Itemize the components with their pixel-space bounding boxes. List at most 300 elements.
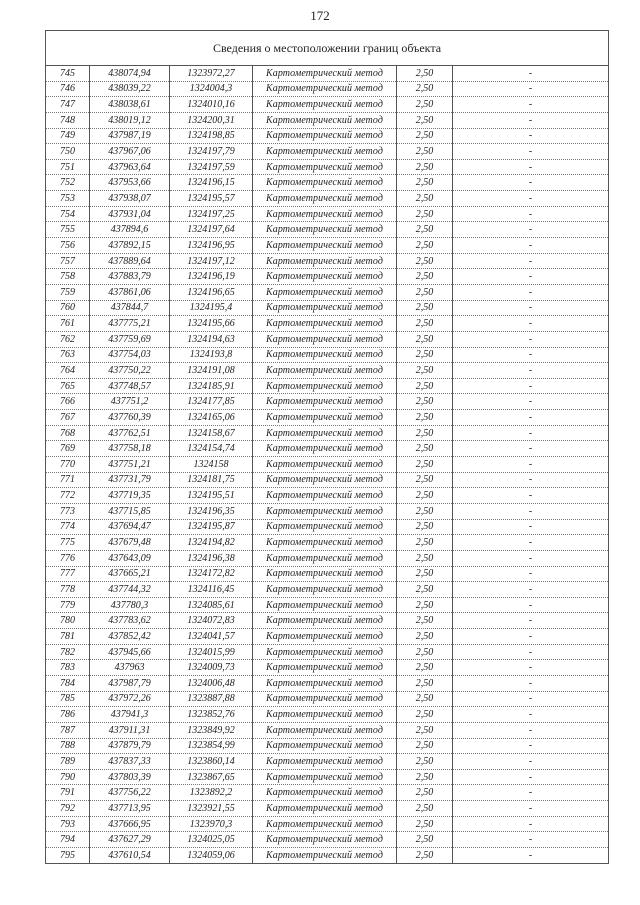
x-coordinate-cell: 437751,21 [90,457,170,473]
method-cell: Картометрический метод [253,347,397,363]
y-coordinate-cell: 1324196,65 [170,284,253,300]
method-cell: Картометрический метод [253,112,397,128]
x-coordinate-cell: 437953,66 [90,175,170,191]
method-cell: Картометрический метод [253,269,397,285]
point-number-cell: 766 [46,394,90,410]
description-cell: - [453,222,609,238]
point-number-cell: 746 [46,81,90,97]
point-number-cell: 774 [46,519,90,535]
y-coordinate-cell: 1324009,73 [170,660,253,676]
x-coordinate-cell: 437762,51 [90,425,170,441]
x-coordinate-cell: 437643,09 [90,550,170,566]
table-row [46,722,609,738]
table-row [46,644,609,660]
x-coordinate-cell: 437719,35 [90,488,170,504]
accuracy-cell: 2,50 [397,675,453,691]
method-cell: Картометрический метод [253,535,397,551]
table-row [46,206,609,222]
description-cell: - [453,144,609,160]
method-cell: Картометрический метод [253,675,397,691]
accuracy-cell: 2,50 [397,566,453,582]
accuracy-cell: 2,50 [397,253,453,269]
y-coordinate-cell: 1324200,31 [170,112,253,128]
y-coordinate-cell: 1324059,06 [170,848,253,864]
method-cell: Картометрический метод [253,613,397,629]
y-coordinate-cell: 1324195,87 [170,519,253,535]
description-cell: - [453,597,609,613]
point-number-cell: 747 [46,97,90,113]
description-cell: - [453,832,609,848]
point-number-cell: 773 [46,503,90,519]
accuracy-cell: 2,50 [397,425,453,441]
method-cell: Картометрический метод [253,472,397,488]
accuracy-cell: 2,50 [397,269,453,285]
method-cell: Картометрический метод [253,238,397,254]
description-cell: - [453,347,609,363]
description-cell: - [453,112,609,128]
point-number-cell: 792 [46,801,90,817]
y-coordinate-cell: 1324196,38 [170,550,253,566]
method-cell: Картометрический метод [253,284,397,300]
x-coordinate-cell: 437963 [90,660,170,676]
x-coordinate-cell: 437945,66 [90,644,170,660]
description-cell: - [453,769,609,785]
table-body [46,66,609,864]
accuracy-cell: 2,50 [397,801,453,817]
method-cell: Картометрический метод [253,457,397,473]
description-cell: - [453,394,609,410]
description-cell: - [453,738,609,754]
method-cell: Картометрический метод [253,425,397,441]
point-number-cell: 793 [46,816,90,832]
accuracy-cell: 2,50 [397,284,453,300]
point-number-cell: 790 [46,769,90,785]
x-coordinate-cell: 437861,06 [90,284,170,300]
table-row [46,363,609,379]
x-coordinate-cell: 437694,47 [90,519,170,535]
method-cell: Картометрический метод [253,503,397,519]
x-coordinate-cell: 437715,85 [90,503,170,519]
point-number-cell: 786 [46,707,90,723]
accuracy-cell: 2,50 [397,535,453,551]
description-cell: - [453,535,609,551]
method-cell: Картометрический метод [253,848,397,864]
y-coordinate-cell: 1324197,25 [170,206,253,222]
y-coordinate-cell: 1324025,05 [170,832,253,848]
accuracy-cell: 2,50 [397,128,453,144]
accuracy-cell: 2,50 [397,832,453,848]
table-row [46,191,609,207]
x-coordinate-cell: 437610,54 [90,848,170,864]
table-row [46,738,609,754]
x-coordinate-cell: 437837,33 [90,754,170,770]
boundary-coordinates-table [45,30,609,864]
accuracy-cell: 2,50 [397,81,453,97]
y-coordinate-cell: 1324196,15 [170,175,253,191]
page-number: 172 [310,8,330,23]
accuracy-cell: 2,50 [397,441,453,457]
description-cell: - [453,66,609,82]
point-number-cell: 795 [46,848,90,864]
point-number-cell: 779 [46,597,90,613]
table-row [46,66,609,82]
y-coordinate-cell: 1323849,92 [170,722,253,738]
x-coordinate-cell: 437852,42 [90,629,170,645]
point-number-cell: 765 [46,378,90,394]
description-cell: - [453,269,609,285]
description-cell: - [453,754,609,770]
accuracy-cell: 2,50 [397,159,453,175]
point-number-cell: 794 [46,832,90,848]
point-number-cell: 771 [46,472,90,488]
description-cell: - [453,191,609,207]
table-row [46,81,609,97]
y-coordinate-cell: 1324177,85 [170,394,253,410]
point-number-cell: 781 [46,629,90,645]
y-coordinate-cell: 1324041,57 [170,629,253,645]
description-cell: - [453,128,609,144]
description-cell: - [453,691,609,707]
y-coordinate-cell: 1324195,51 [170,488,253,504]
x-coordinate-cell: 437941,3 [90,707,170,723]
method-cell: Картометрический метод [253,816,397,832]
y-coordinate-cell: 1323852,76 [170,707,253,723]
table-row [46,675,609,691]
description-cell: - [453,785,609,801]
x-coordinate-cell: 437758,18 [90,441,170,457]
table-row [46,175,609,191]
point-number-cell: 749 [46,128,90,144]
description-cell: - [453,206,609,222]
accuracy-cell: 2,50 [397,238,453,254]
point-number-cell: 787 [46,722,90,738]
table-row [46,707,609,723]
point-number-cell: 780 [46,613,90,629]
description-cell: - [453,316,609,332]
accuracy-cell: 2,50 [397,816,453,832]
description-cell: - [453,441,609,457]
x-coordinate-cell: 437775,21 [90,316,170,332]
description-cell: - [453,707,609,723]
point-number-cell: 784 [46,675,90,691]
x-coordinate-cell: 437751,2 [90,394,170,410]
table-row [46,222,609,238]
accuracy-cell: 2,50 [397,175,453,191]
accuracy-cell: 2,50 [397,66,453,82]
table-row [46,488,609,504]
description-cell: - [453,582,609,598]
point-number-cell: 772 [46,488,90,504]
method-cell: Картометрический метод [253,97,397,113]
point-number-cell: 778 [46,582,90,598]
point-number-cell: 753 [46,191,90,207]
method-cell: Картометрический метод [253,832,397,848]
y-coordinate-cell: 1324116,45 [170,582,253,598]
method-cell: Картометрический метод [253,378,397,394]
x-coordinate-cell: 437963,64 [90,159,170,175]
x-coordinate-cell: 437754,03 [90,347,170,363]
accuracy-cell: 2,50 [397,582,453,598]
point-number-cell: 761 [46,316,90,332]
accuracy-cell: 2,50 [397,769,453,785]
x-coordinate-cell: 437731,79 [90,472,170,488]
accuracy-cell: 2,50 [397,97,453,113]
y-coordinate-cell: 1324198,85 [170,128,253,144]
method-cell: Картометрический метод [253,660,397,676]
y-coordinate-cell: 1324195,57 [170,191,253,207]
description-cell: - [453,722,609,738]
accuracy-cell: 2,50 [397,738,453,754]
description-cell: - [453,175,609,191]
method-cell: Картометрический метод [253,363,397,379]
x-coordinate-cell: 437679,48 [90,535,170,551]
point-number-cell: 757 [46,253,90,269]
method-cell: Картометрический метод [253,144,397,160]
y-coordinate-cell: 1323867,65 [170,769,253,785]
description-cell: - [453,660,609,676]
point-number-cell: 785 [46,691,90,707]
x-coordinate-cell: 437665,21 [90,566,170,582]
description-cell: - [453,378,609,394]
x-coordinate-cell: 438039,22 [90,81,170,97]
x-coordinate-cell: 437783,62 [90,613,170,629]
accuracy-cell: 2,50 [397,347,453,363]
y-coordinate-cell: 1324195,4 [170,300,253,316]
description-cell: - [453,253,609,269]
y-coordinate-cell: 1324193,8 [170,347,253,363]
table-row [46,112,609,128]
x-coordinate-cell: 437972,26 [90,691,170,707]
accuracy-cell: 2,50 [397,503,453,519]
accuracy-cell: 2,50 [397,331,453,347]
point-number-cell: 755 [46,222,90,238]
description-cell: - [453,410,609,426]
point-number-cell: 751 [46,159,90,175]
method-cell: Картометрический метод [253,175,397,191]
y-coordinate-cell: 1323921,55 [170,801,253,817]
table-row [46,503,609,519]
method-cell: Картометрический метод [253,722,397,738]
accuracy-cell: 2,50 [397,629,453,645]
description-cell: - [453,629,609,645]
table-row [46,457,609,473]
description-cell: - [453,363,609,379]
description-cell: - [453,519,609,535]
accuracy-cell: 2,50 [397,613,453,629]
table-row [46,394,609,410]
point-number-cell: 791 [46,785,90,801]
x-coordinate-cell: 438074,94 [90,66,170,82]
x-coordinate-cell: 437750,22 [90,363,170,379]
method-cell: Картометрический метод [253,159,397,175]
accuracy-cell: 2,50 [397,378,453,394]
accuracy-cell: 2,50 [397,597,453,613]
x-coordinate-cell: 437780,3 [90,597,170,613]
y-coordinate-cell: 1324158,67 [170,425,253,441]
y-coordinate-cell: 1324196,19 [170,269,253,285]
x-coordinate-cell: 437938,07 [90,191,170,207]
description-cell: - [453,472,609,488]
accuracy-cell: 2,50 [397,472,453,488]
y-coordinate-cell: 1324197,64 [170,222,253,238]
method-cell: Картометрический метод [253,331,397,347]
point-number-cell: 764 [46,363,90,379]
point-number-cell: 770 [46,457,90,473]
y-coordinate-cell: 1324010,16 [170,97,253,113]
point-number-cell: 776 [46,550,90,566]
y-coordinate-cell: 1324154,74 [170,441,253,457]
table-title: Сведения о местоположении границ объекта [46,31,609,66]
table-row [46,597,609,613]
method-cell: Картометрический метод [253,66,397,82]
table-row [46,769,609,785]
y-coordinate-cell: 1324085,61 [170,597,253,613]
y-coordinate-cell: 1324194,63 [170,331,253,347]
y-coordinate-cell: 1323854,99 [170,738,253,754]
table-row [46,535,609,551]
method-cell: Картометрический метод [253,81,397,97]
x-coordinate-cell: 437748,57 [90,378,170,394]
accuracy-cell: 2,50 [397,222,453,238]
description-cell: - [453,816,609,832]
x-coordinate-cell: 437759,69 [90,331,170,347]
method-cell: Картометрический метод [253,629,397,645]
x-coordinate-cell: 438038,61 [90,97,170,113]
x-coordinate-cell: 437987,79 [90,675,170,691]
description-cell: - [453,675,609,691]
description-cell: - [453,644,609,660]
description-cell: - [453,238,609,254]
method-cell: Картометрический метод [253,582,397,598]
x-coordinate-cell: 437627,29 [90,832,170,848]
description-cell: - [453,331,609,347]
table-row [46,410,609,426]
accuracy-cell: 2,50 [397,206,453,222]
method-cell: Картометрический метод [253,253,397,269]
method-cell: Картометрический метод [253,300,397,316]
x-coordinate-cell: 437803,39 [90,769,170,785]
accuracy-cell: 2,50 [397,457,453,473]
accuracy-cell: 2,50 [397,707,453,723]
accuracy-cell: 2,50 [397,191,453,207]
x-coordinate-cell: 437760,39 [90,410,170,426]
y-coordinate-cell: 1324197,12 [170,253,253,269]
y-coordinate-cell: 1324191,08 [170,363,253,379]
y-coordinate-cell: 1324004,3 [170,81,253,97]
x-coordinate-cell: 437892,15 [90,238,170,254]
y-coordinate-cell: 1323887,88 [170,691,253,707]
y-coordinate-cell: 1323972,27 [170,66,253,82]
point-number-cell: 754 [46,206,90,222]
x-coordinate-cell: 437666,95 [90,816,170,832]
method-cell: Картометрический метод [253,754,397,770]
table-row [46,316,609,332]
table-row [46,566,609,582]
table-row [46,378,609,394]
description-cell: - [453,284,609,300]
y-coordinate-cell: 1324185,91 [170,378,253,394]
x-coordinate-cell: 437931,04 [90,206,170,222]
description-cell: - [453,425,609,441]
point-number-cell: 752 [46,175,90,191]
table-row [46,691,609,707]
y-coordinate-cell: 1323970,3 [170,816,253,832]
x-coordinate-cell: 437883,79 [90,269,170,285]
table-row [46,472,609,488]
method-cell: Картометрический метод [253,519,397,535]
method-cell: Картометрический метод [253,222,397,238]
table-row [46,801,609,817]
description-cell: - [453,801,609,817]
point-number-cell: 758 [46,269,90,285]
table-row [46,754,609,770]
point-number-cell: 763 [46,347,90,363]
y-coordinate-cell: 1324015,99 [170,644,253,660]
table-row [46,582,609,598]
y-coordinate-cell: 1324197,59 [170,159,253,175]
table-row [46,613,609,629]
y-coordinate-cell: 1324195,66 [170,316,253,332]
description-cell: - [453,488,609,504]
table-row [46,785,609,801]
method-cell: Картометрический метод [253,488,397,504]
table-row [46,97,609,113]
table-row [46,832,609,848]
y-coordinate-cell: 1324196,35 [170,503,253,519]
point-number-cell: 760 [46,300,90,316]
method-cell: Картометрический метод [253,206,397,222]
table-row [46,331,609,347]
point-number-cell: 775 [46,535,90,551]
table-row [46,238,609,254]
x-coordinate-cell: 437987,19 [90,128,170,144]
method-cell: Картометрический метод [253,738,397,754]
accuracy-cell: 2,50 [397,785,453,801]
y-coordinate-cell: 1324194,82 [170,535,253,551]
description-cell: - [453,566,609,582]
x-coordinate-cell: 437911,31 [90,722,170,738]
accuracy-cell: 2,50 [397,488,453,504]
y-coordinate-cell: 1324196,95 [170,238,253,254]
table-row [46,441,609,457]
method-cell: Картометрический метод [253,769,397,785]
point-number-cell: 782 [46,644,90,660]
table-row [46,629,609,645]
table-row [46,144,609,160]
accuracy-cell: 2,50 [397,112,453,128]
point-number-cell: 756 [46,238,90,254]
y-coordinate-cell: 1323860,14 [170,754,253,770]
table-row [46,159,609,175]
description-cell: - [453,457,609,473]
accuracy-cell: 2,50 [397,550,453,566]
point-number-cell: 789 [46,754,90,770]
y-coordinate-cell: 1324072,83 [170,613,253,629]
method-cell: Картометрический метод [253,644,397,660]
method-cell: Картометрический метод [253,707,397,723]
point-number-cell: 762 [46,331,90,347]
table-row [46,848,609,864]
accuracy-cell: 2,50 [397,519,453,535]
y-coordinate-cell: 1324172,82 [170,566,253,582]
accuracy-cell: 2,50 [397,848,453,864]
method-cell: Картометрический метод [253,566,397,582]
method-cell: Картометрический метод [253,394,397,410]
x-coordinate-cell: 437889,64 [90,253,170,269]
point-number-cell: 767 [46,410,90,426]
accuracy-cell: 2,50 [397,644,453,660]
y-coordinate-cell: 1324181,75 [170,472,253,488]
